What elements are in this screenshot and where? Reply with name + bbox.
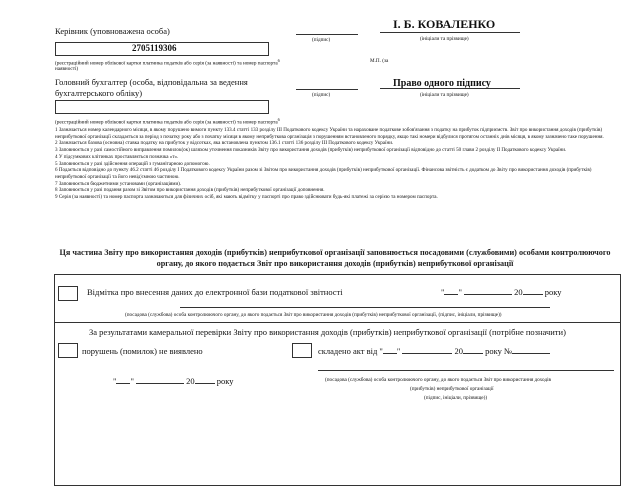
head-signature-caption: (підпис) [312, 37, 331, 43]
head-name-caption: (ініціали та прізвище) [420, 36, 469, 42]
accountant-signature-line[interactable] [296, 89, 358, 90]
accountant-reg-number-field[interactable] [55, 100, 269, 114]
no-violations-label: порушень (помилок) не виявлено [82, 346, 203, 356]
head-reg-caption: (реєстраційний номер облікової картки платника податків або серія (за наявності) та номер паспорта$^6$ [55, 58, 280, 67]
authority-section-title: Ця частина Звіту про використання доходів (прибутків) неприбуткової організації заповнюється посадовими (службовими) особами контролюючого органу, до якого подається Звіт про використання доходів (прибутків) неприбуткової організації [59, 248, 611, 268]
footnote: 8 Заповнюється у разі подання разом зі Звітом про використання доходів (прибутків) неприбуткової організації доповнення. [55, 187, 325, 194]
head-label: Керівник (уповноважена особа) [55, 26, 170, 36]
audit-official-caption-3: (підпис, ініціали, прізвище)) [424, 395, 488, 401]
act-checkbox[interactable] [292, 343, 312, 358]
accountant-name-caption: (ініціали та прізвище) [420, 92, 469, 98]
receipt-date[interactable]: " " 20 року [441, 287, 562, 297]
head-reg-number-field[interactable] [55, 42, 269, 56]
footnotes [55, 127, 615, 201]
panel-divider [54, 322, 621, 323]
head-reg-caption-cont: наявності) [55, 66, 79, 72]
head-name: І. Б. КОВАЛЕНКО [393, 17, 496, 31]
footnote: 1 Зазначається номер календарного місяця, в якому порушено вимоги пункту 133.4 статті 133 розділу ІІІ Податкового кодексу України та нараховане податкове зобов'язання з податку на прибуток підприємств. Звіт про використання доходів (прибутків) неприбуткової організації складається за період з початку року або з початку місяця в якому неприбуткова організація з порушенням встановленого порядку, якщо такі номери відбулися протягом останніх днів місяця, в якому зазначено таке порушення. [55, 127, 604, 140]
audit-official-caption-2: (прибутків) неприбуткової організації [410, 386, 494, 392]
accountant-label-1: Головний бухгалтер (особа, відповідальна за ведення [55, 77, 248, 87]
accountant-reg-caption: (реєстраційний номер облікової картки платника податків або серія (за наявності) та номер паспорта$^6$ [55, 117, 280, 126]
footnote: 5 Заповнюється у разі здійснення операцій з гуманітарною допомогою. [55, 160, 210, 167]
accountant-name-line [380, 88, 520, 89]
head-signature-line[interactable] [296, 34, 358, 35]
desk-audit-title: За результатами камеральної перевірки Звіту про використання доходів (прибутків) неприбуткової організації (потрібне позначити) [89, 327, 566, 337]
audit-date[interactable]: " " 20 року [113, 376, 234, 386]
footnote: 3 Заповнюється у разі самостійного виправлення помилок(ок) шляхом уточнення показників Звіту про використання доходів (прибутків) неприбуткової організації відповідно до статті 50 глави 2 розділу ІІ Податкового кодексу України. [55, 147, 567, 154]
audit-official-caption-1: (посадова (службова) особа контролюючого органу, до якого подається Звіт про використання доходів [325, 377, 552, 383]
accountant-signature-caption: (підпис) [312, 92, 331, 98]
footnote: 7 Заповнюється бюджетними установами (організаціями). [55, 180, 182, 187]
footnote: 9 Серія (за наявності) та номер паспорта зазначаються для фізичних осіб, які мають відмітку у паспорті про право здійснювати будь-які платежі за серією та номером паспорта. [55, 194, 438, 201]
accountant-value: Право одного підпису [393, 78, 491, 89]
no-violations-checkbox[interactable] [58, 343, 78, 358]
footnote: 4 У підсумкових клітинках проставляється позначка «т». [55, 153, 179, 160]
accountant-label-2: бухгалтерського обліку) [55, 88, 143, 98]
act-line[interactable]: складено акт від " " 20 року № [318, 346, 550, 356]
footnote: 6 Подається відповідно до пункту 46.2 статті 46 розділу І Податкового кодексу України разом зі Звітом про використання доходів (прибутків) неприбуткової організації. Фінансова звітність є додатком до Звіту про використання доходів (прибутків) неприбуткової організації та його невід'ємною частиною. [55, 167, 592, 180]
receipt-checkbox[interactable] [58, 286, 78, 301]
footnote: 2 Зазначається базова (основна) ставка податку на прибуток у відсотках, яка встановлена пунктом 136.1 статті 136 розділу ІІІ Податкового кодексу України. [55, 140, 394, 147]
receipt-official-caption: (посадова (службова) особа контролюючого органу, до якого подається Звіт про використання доходів (прибутків) неприбуткової організації, (підпис, ініціали, прізвище)) [125, 312, 502, 318]
stamp-caption: М.П. (за [370, 58, 389, 64]
head-reg-number: 2705119306 [132, 43, 177, 53]
receipt-official-line[interactable] [180, 307, 550, 308]
audit-official-line[interactable] [318, 370, 614, 371]
receipt-label: Відмітка про внесення даних до електронної бази податкової звітності [87, 287, 343, 297]
head-name-line [380, 32, 520, 33]
